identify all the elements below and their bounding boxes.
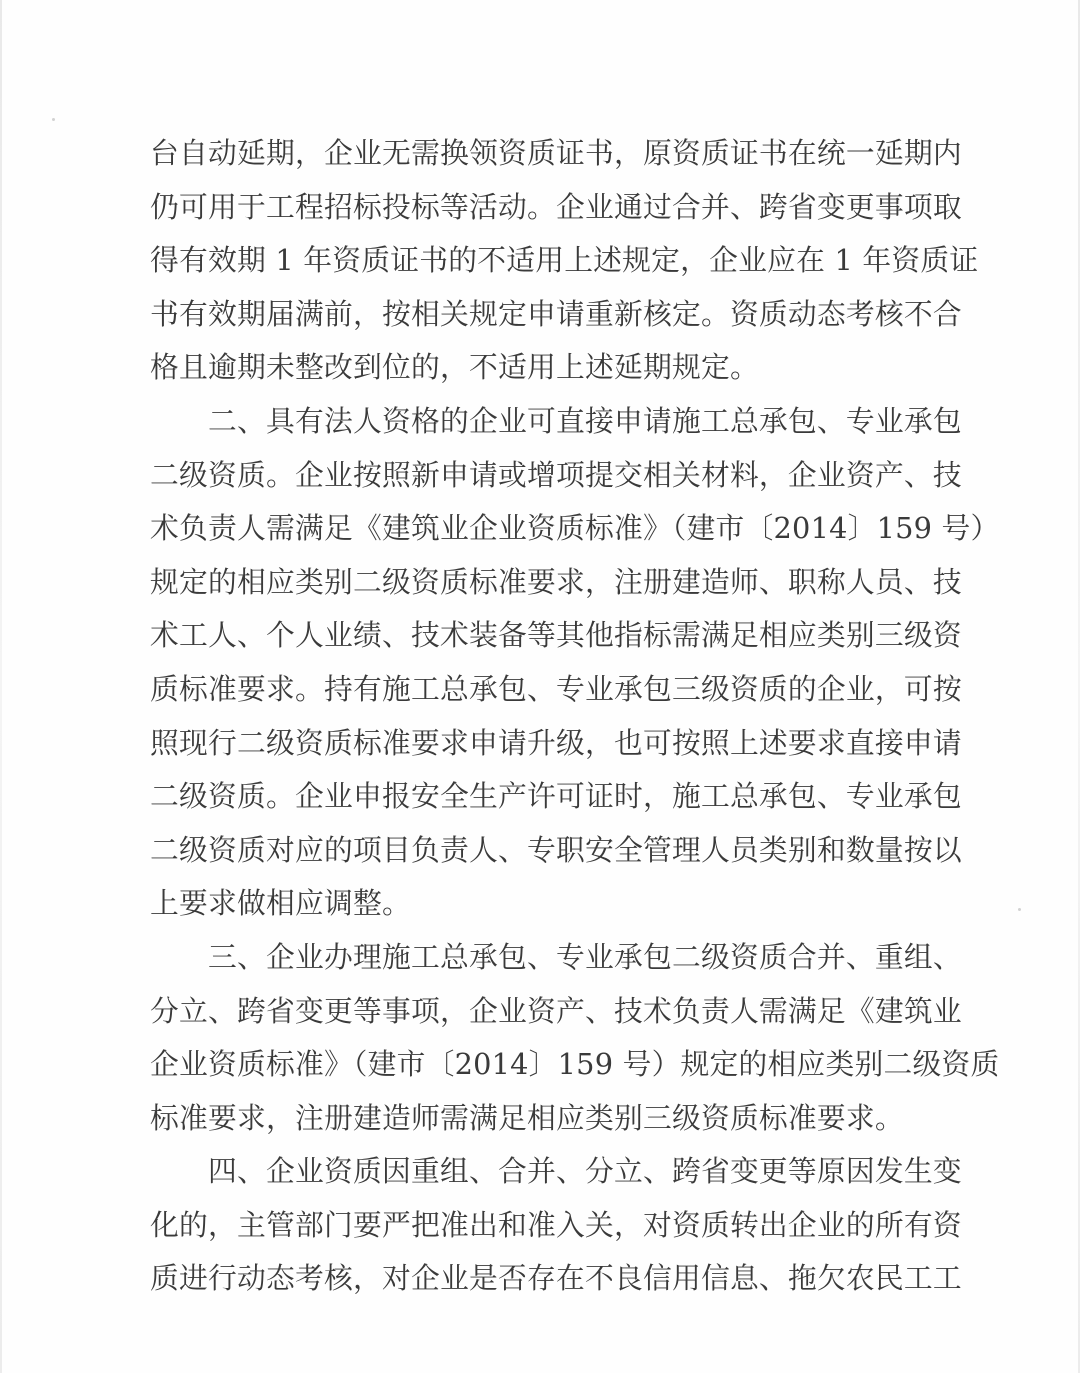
text-line: 上要求做相应调整。 bbox=[150, 886, 411, 921]
text-line: 质标准要求。持有施工总承包、专业承包三级资质的企业，可按 bbox=[150, 671, 962, 706]
text-line: 标准要求，注册建造师需满足相应类别三级资质标准要求。 bbox=[150, 1100, 904, 1135]
text-line: 化的，主管部门要严把准出和准入关，对资质转出企业的所有资 bbox=[150, 1207, 962, 1242]
text-line: 二级资质。企业申报安全生产许可证时，施工总承包、专业承包 bbox=[150, 779, 962, 814]
text-line: 二级资质对应的项目负责人、专职安全管理人员类别和数量按以 bbox=[150, 832, 962, 867]
scan-speck bbox=[52, 118, 55, 121]
text-line: 分立、跨省变更等事项，企业资产、技术负责人需满足《建筑业 bbox=[150, 993, 962, 1028]
text-line: 企业资质标准》（建市〔2014〕159 号）规定的相应类别二级资质 bbox=[150, 1047, 1000, 1082]
text-line: 照现行二级资质标准要求申请升级，也可按照上述要求直接申请 bbox=[150, 725, 962, 760]
text-line: 术工人、个人业绩、技术装备等其他指标需满足相应类别三级资 bbox=[150, 618, 962, 653]
text-line: 仍可用于工程招标投标等活动。企业通过合并、跨省变更事项取 bbox=[150, 189, 962, 224]
text-line: 质进行动态考核，对企业是否存在不良信用信息、拖欠农民工工 bbox=[150, 1261, 962, 1296]
text-line: 得有效期 1 年资质证书的不适用上述规定，企业应在 1 年资质证 bbox=[150, 243, 979, 278]
text-line: 术负责人需满足《建筑业企业资质标准》（建市〔2014〕159 号） bbox=[150, 511, 1000, 546]
text-line: 规定的相应类别二级资质标准要求，注册建造师、职称人员、技 bbox=[150, 564, 962, 599]
text-line: 台自动延期，企业无需换领资质证书，原资质证书在统一延期内 bbox=[150, 136, 962, 170]
text-line: 二、具有法人资格的企业可直接申请施工总承包、专业承包 bbox=[150, 403, 962, 438]
scan-speck bbox=[1018, 908, 1021, 911]
text-line: 四、企业资质因重组、合并、分立、跨省变更等原因发生变 bbox=[150, 1154, 962, 1189]
text-line: 格且逾期未整改到位的，不适用上述延期规定。 bbox=[150, 350, 759, 385]
text-line: 书有效期届满前，按相关规定申请重新核定。资质动态考核不合 bbox=[150, 296, 962, 331]
scan-left-edge bbox=[0, 0, 2, 1373]
text-line: 三、企业办理施工总承包、专业承包二级资质合并、重组、 bbox=[150, 939, 962, 974]
text-line: 二级资质。企业按照新申请或增项提交相关材料，企业资产、技 bbox=[150, 457, 962, 492]
document-body bbox=[150, 127, 1000, 1306]
